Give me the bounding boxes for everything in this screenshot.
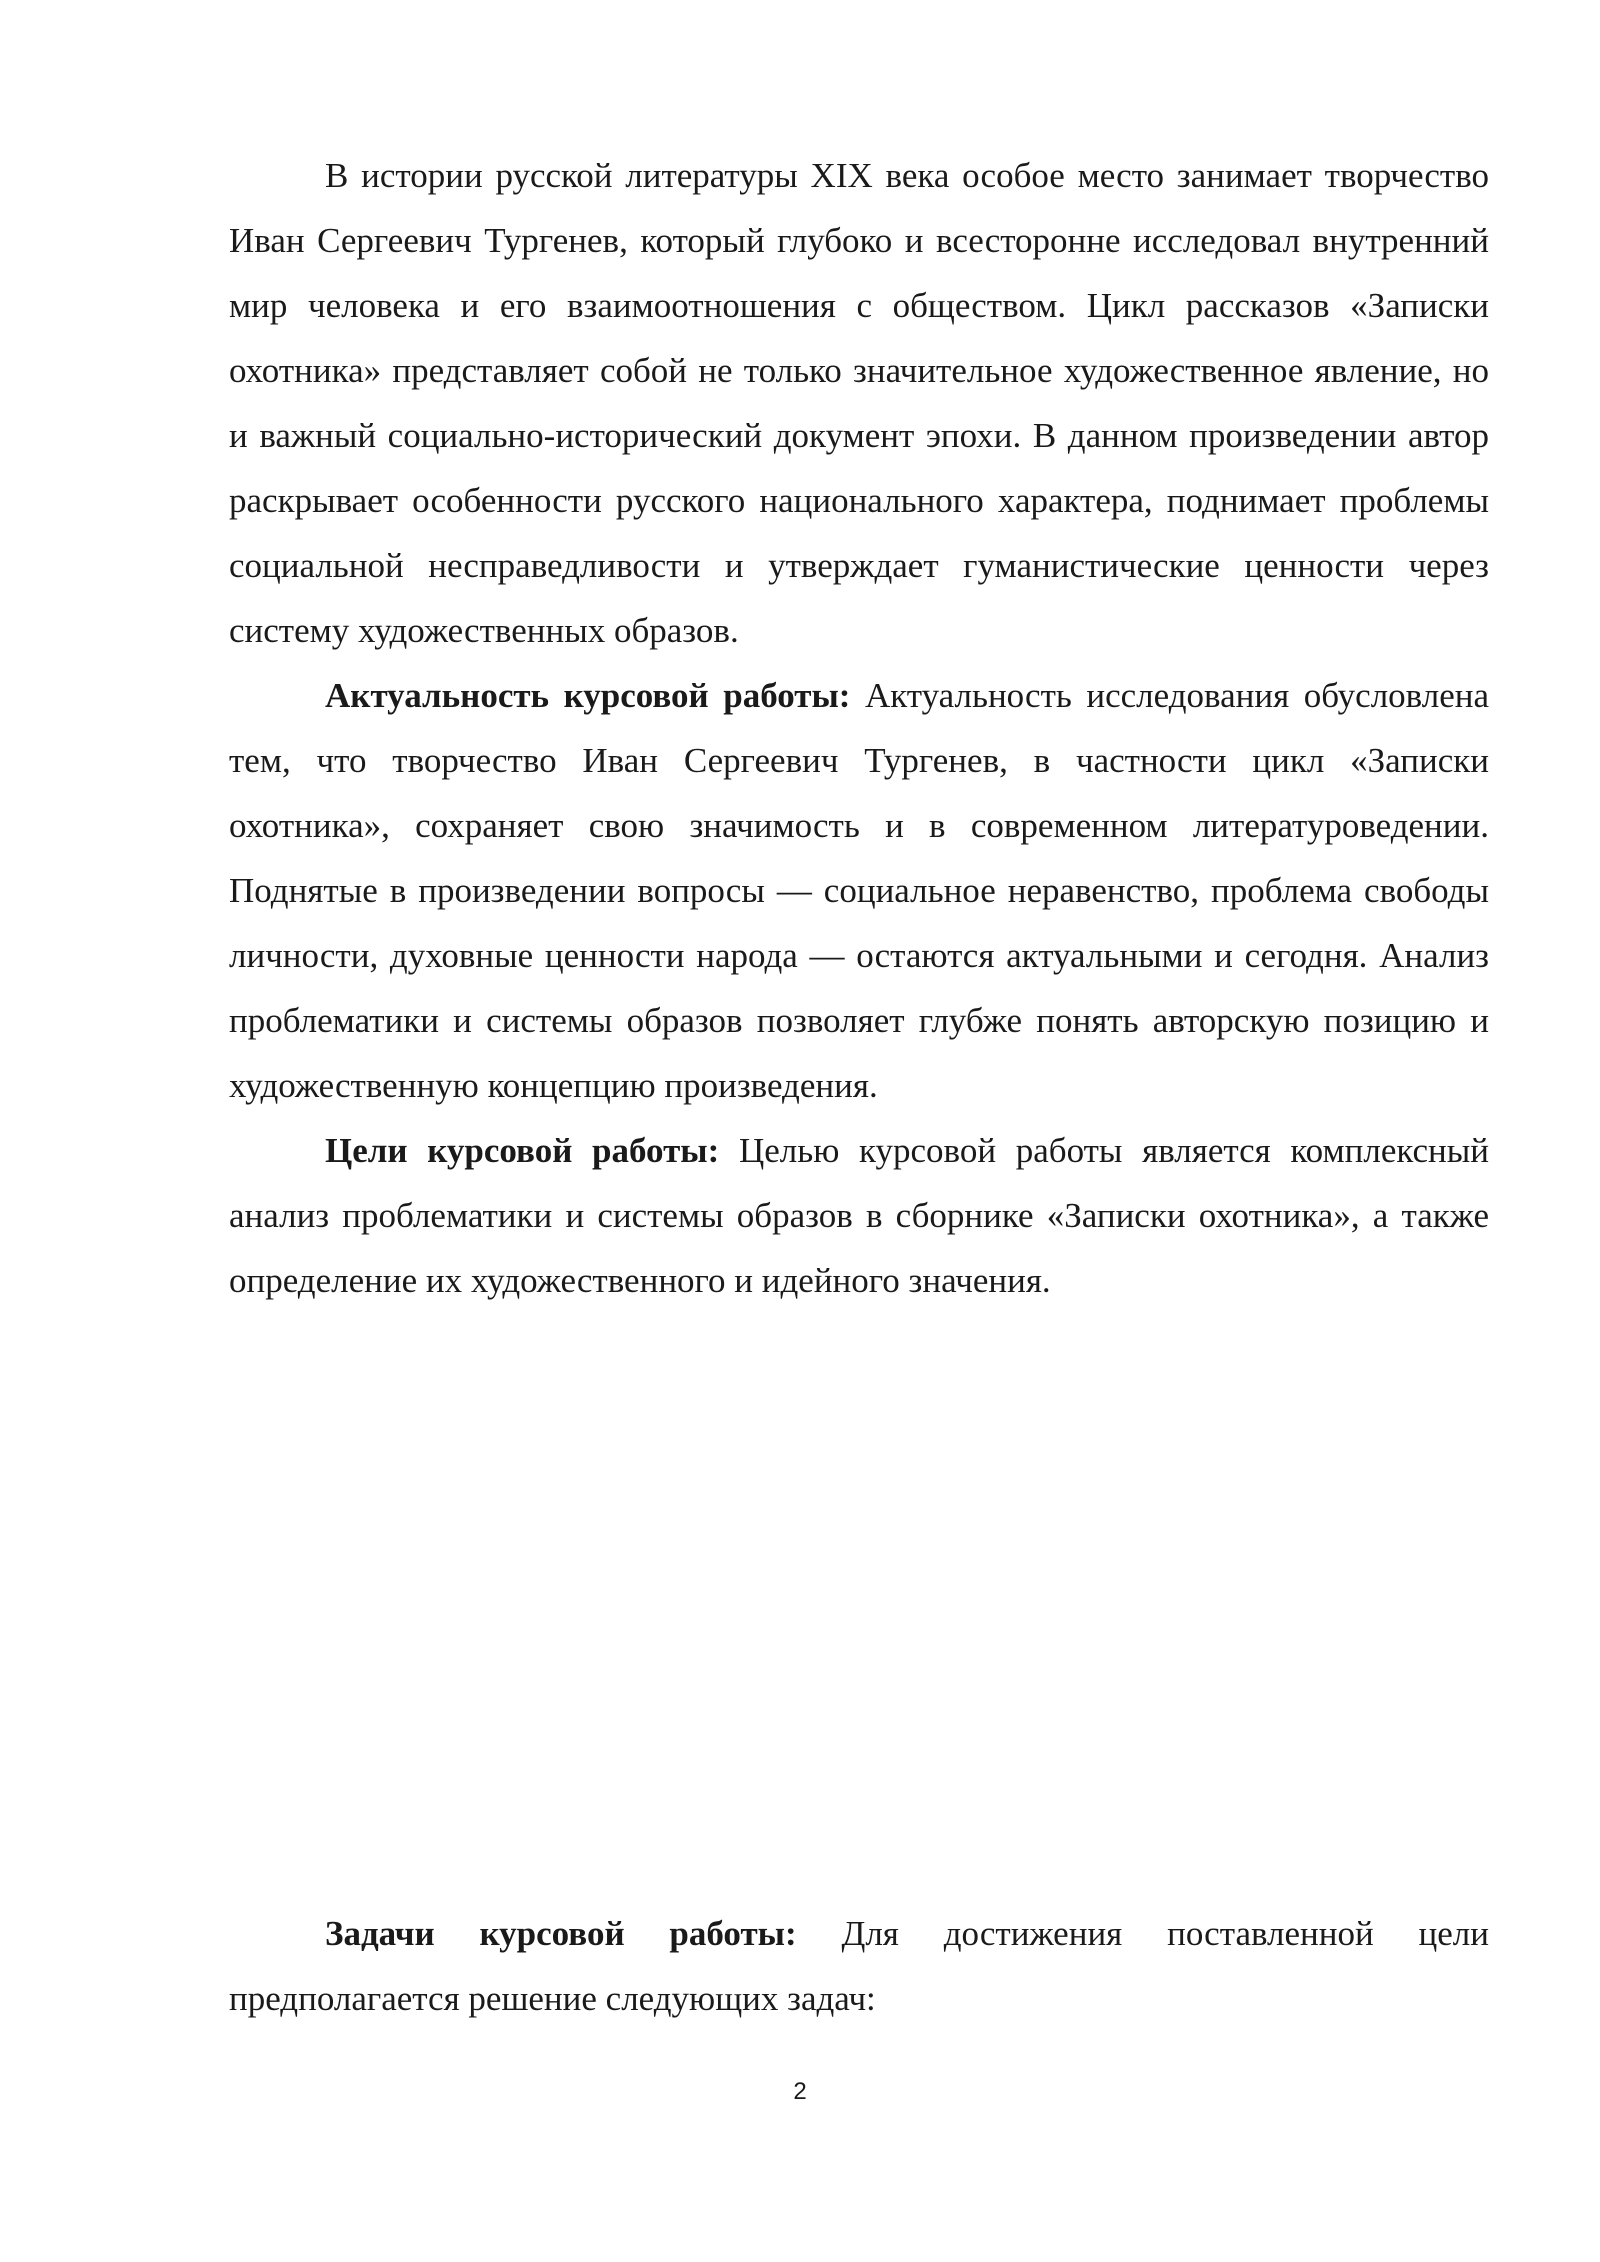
tasks-heading: Задачи курсовой работы: (325, 1914, 797, 1953)
goals-paragraph (229, 1118, 1489, 1313)
main-text-block (229, 143, 1489, 1313)
relevance-heading: Актуальность курсовой работы: (325, 676, 851, 715)
goals-heading: Цели курсовой работы: (325, 1131, 720, 1170)
tasks-paragraph (229, 1901, 1489, 2031)
intro-paragraph-text: В истории русской литературы XIX века особое место занимает творчество Иван Сергеевич Тургенев, который глубоко и всесторонне исследовал внутренний мир человека и его взаимоотношения с обществом. Цикл рассказов «Записки охотника» представляет собой не только значительное художественное явление, но и важный социально-исторический документ эпохи. В данном произведении автор раскрывает особенности русского национального характера, поднимает проблемы социальной несправедливости и утверждает гуманистические ценности через систему художественных образов. (229, 156, 1489, 650)
intro-paragraph (229, 143, 1489, 663)
relevance-paragraph-text: Актуальность исследования обусловлена тем, что творчество Иван Сергеевич Тургенев, в частности цикл «Записки охотника», сохраняет свою значимость и в современном литературоведении. Поднятые в произведении вопросы — социальное неравенство, проблема свободы личности, духовные ценности народа — остаются актуальными и сегодня. Анализ проблематики и системы образов позволяет глубже понять авторскую позицию и художественную концепцию произведения. (229, 676, 1489, 1105)
page-number: 2 (793, 2078, 807, 2105)
relevance-paragraph (229, 663, 1489, 1118)
tasks-paragraph-text: Для достижения поставленной цели предполагается решение следующих задач: (229, 1914, 1490, 2018)
tasks-text-block (229, 1901, 1489, 2031)
goals-paragraph-text: Целью курсовой работы является комплексный анализ проблематики и системы образов в сборнике «Записки охотника», а также определение их художественного и идейного значения. (229, 1131, 1490, 1300)
